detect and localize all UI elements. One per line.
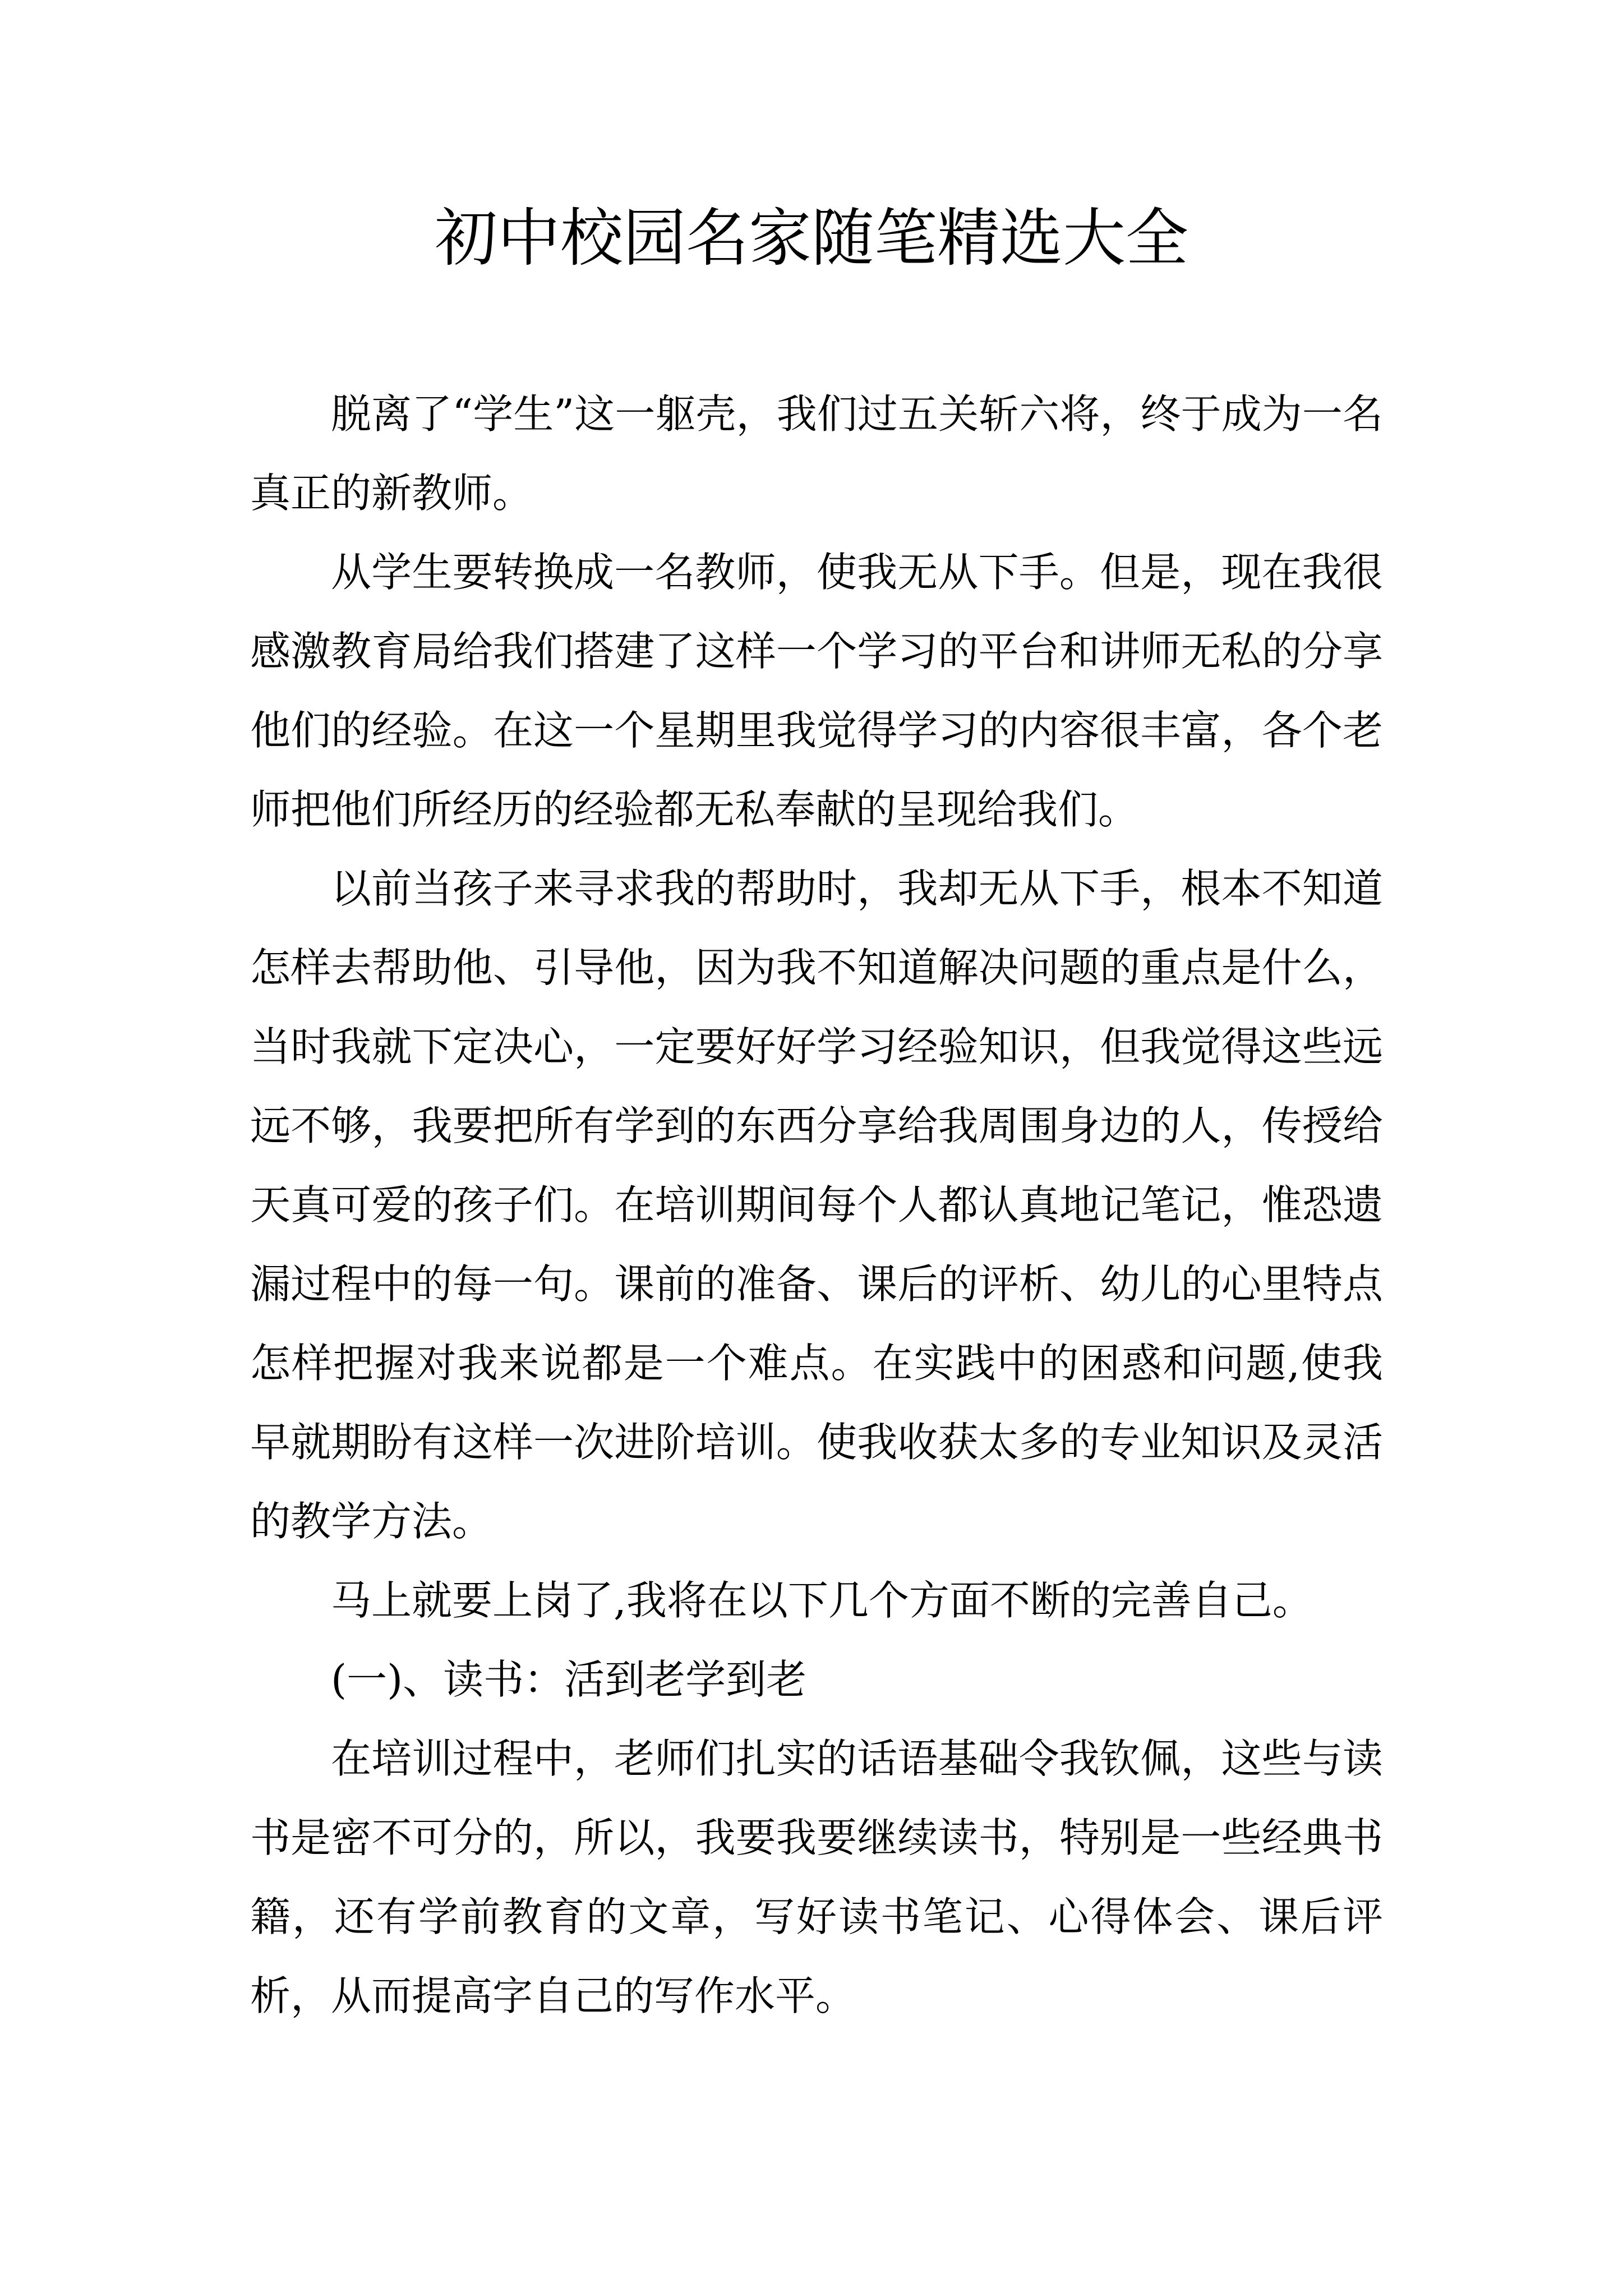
paragraph: 从学生要转换成一名教师，使我无从下手。但是，现在我很感激教育局给我们搭建了这样一个学习的平台和讲师无私的分享他们的经验。在这一个星期里我觉得学习的内容很丰富，各个老师把他们所经历的经验都无私奉献的呈现给我们。 [250,549,1383,833]
paragraph: 脱离了“学生”这一躯壳，我们过五关斩六将，终于成为一名真正的新教师。 [250,390,1383,517]
paragraph: 以前当孩子来寻求我的帮助时，我却无从下手，根本不知道怎样去帮助他、引导他，因为我不知道解决问题的重点是什么，当时我就下定决心，一定要好好学习经验知识，但我觉得这些远远不够，我要把所有学到的东西分享给我周围身边的人，传授给天真可爱的孩子们。在培训期间每个人都认真地记笔记，惟恐遗漏过程中的每一句。课前的准备、课后的评析、幼儿的心里特点怎样把握对我来说都是一个难点。在实践中的困惑和问题,使我早就期盼有这样一次进阶培训。使我收获太多的专业知识及灵活的教学方法。 [250,865,1383,1545]
paragraph-heading: (一)、读书：活到老学到老 [331,1656,807,1703]
paragraph: 马上就要上岗了,我将在以下几个方面不断的完善自己。 [331,1577,1313,1624]
document-body [250,375,1383,2036]
paragraph: 在培训过程中，老师们扎实的话语基础令我钦佩，这些与读书是密不可分的，所以，我要我要继续读书，特别是一些经典书籍，还有学前教育的文章，写好读书笔记、心得体会、课后评析，从而提高字自己的写作水平。 [250,1735,1383,2019]
document-title: 初中校园名家随笔精选大全 [435,202,1188,275]
